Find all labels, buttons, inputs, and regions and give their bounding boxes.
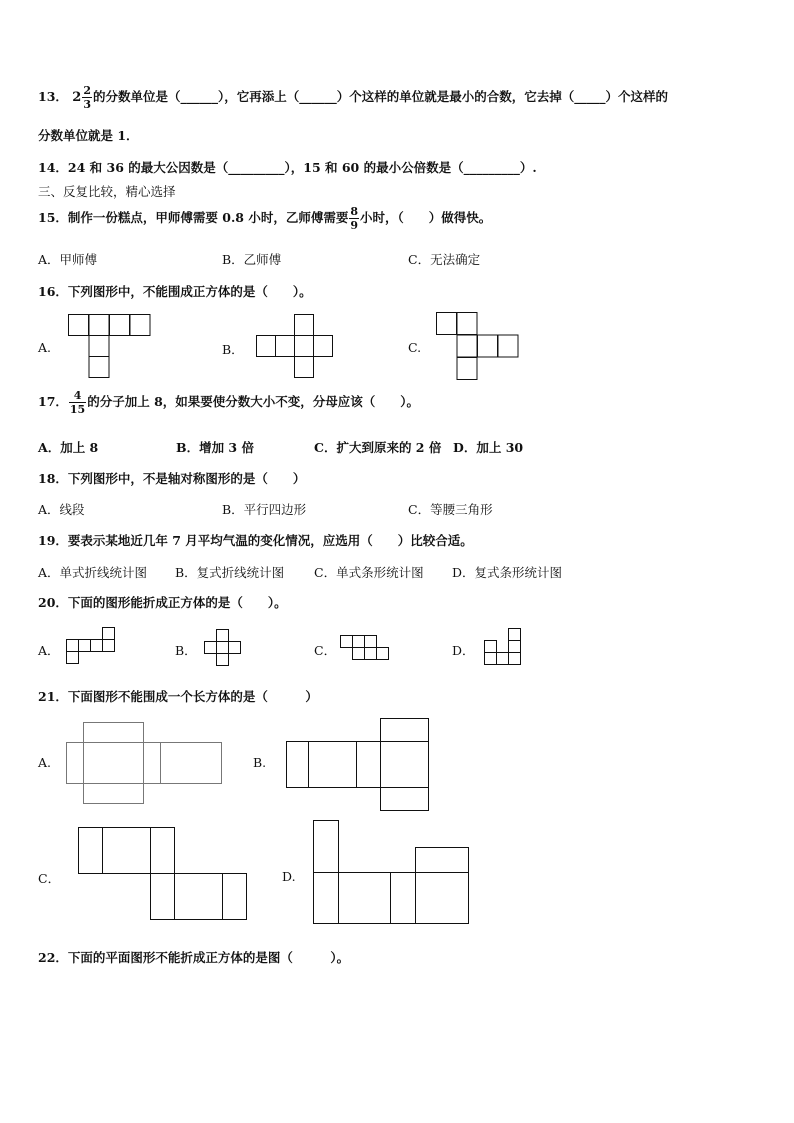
cube-net-20d [484,628,524,668]
answer-blank[interactable]: _________ [228,160,285,175]
question-20: 20．下面的图形能折成正方体的是（ ）。 [38,595,287,610]
question-number: 15． [38,210,68,225]
fraction [349,206,359,231]
fraction-denominator: 3 [83,98,91,111]
option-a-label[interactable]: A． [38,643,60,658]
option-c[interactable]: C．扩大到原来的 2 倍 [314,440,442,455]
cube-net-20b [204,629,244,667]
question-number: 14． [38,160,68,175]
question-17 [38,390,419,415]
question-number: 13． [38,89,68,104]
mixed-number-fraction [82,85,92,110]
question-16: 16．下列图形中，不能围成正方体的是（ ）。 [38,284,312,299]
fraction-denominator: 15 [69,403,86,416]
question-13-line1 [38,85,668,110]
cuboid-net-21c [78,827,252,923]
cuboid-net-21a [66,722,226,806]
question-21: 21．下面图形不能围成一个长方体的是（ ） [38,689,318,704]
section-heading: 三、反复比较，精心选择 [38,184,176,199]
option-a[interactable]: A．加上 8 [38,440,99,455]
question-text: ），15 和 60 的最小公倍数是（ [284,160,464,175]
option-a-label[interactable]: A. [38,755,52,770]
cube-net-20c [340,635,392,661]
question-14 [38,158,537,176]
cube-net-20a [64,627,116,665]
cuboid-net-21d [313,820,473,926]
answer-blank[interactable]: _____ [574,89,606,104]
option-b[interactable]: B．平行四边形 [222,502,307,517]
fraction-denominator: 9 [350,219,359,232]
cube-net-16c [436,312,522,382]
question-text: 小时，（ ）做得快。 [360,210,492,225]
cube-net-16a [68,314,152,380]
option-d[interactable]: D．复式条形统计图 [452,565,563,580]
option-d-label[interactable]: D． [452,643,475,658]
option-b-label[interactable]: B． [175,643,197,658]
option-c[interactable]: C．等腰三角形 [408,502,493,517]
option-b[interactable]: B．增加 3 倍 [176,440,254,455]
option-a[interactable]: A．线段 [38,502,85,517]
question-18: 18．下列图形中，不是轴对称图形的是（ ） [38,471,306,486]
answer-blank[interactable]: ______ [180,89,218,104]
fraction-numerator: 2 [83,84,91,97]
option-c[interactable]: C．单式条形统计图 [314,565,424,580]
question-text: 的分数单位是（ [92,89,181,104]
option-d[interactable]: D．加上 30 [453,440,524,455]
question-text: ）个这样的 [605,89,669,104]
cube-net-16b [256,314,336,380]
option-a-label[interactable]: A. [38,340,52,355]
mixed-number-whole: 2 [72,90,82,105]
question-text: ）个这样的单位就是最小的合数，它去掉（ [336,89,575,104]
option-a[interactable]: A．甲师傅 [38,252,98,267]
option-b[interactable]: B．乙师傅 [222,252,282,267]
fraction-numerator: 4 [69,390,86,403]
option-c-label[interactable]: C. [408,340,422,355]
fraction-numerator: 8 [350,205,359,218]
option-a[interactable]: A．单式折线统计图 [38,565,148,580]
option-c[interactable]: C．无法确定 [408,252,481,267]
option-b[interactable]: B．复式折线统计图 [175,565,285,580]
question-text: 24 和 36 的最大公因数是（ [67,160,229,175]
answer-blank[interactable]: _________ [463,160,520,175]
question-text: ），它再添上（ [217,89,300,104]
answer-blank[interactable]: ______ [299,89,337,104]
question-19: 19．要表示某地近几年 7 月平均气温的变化情况，应选用（ ）比较合适。 [38,533,473,548]
question-text: 制作一份糕点，甲师傅需要 0.8 小时，乙师傅需要 [67,210,349,225]
question-text: 的分子加上 8，如果要使分数大小不变，分母应该（ ）。 [87,394,420,409]
option-c-label[interactable]: C． [38,871,61,886]
option-b-label[interactable]: B． [222,342,244,357]
question-number: 17． [38,394,68,409]
fraction [69,390,86,415]
question-15 [38,206,491,231]
option-d-label[interactable]: D. [282,869,296,884]
option-c-label[interactable]: C． [314,643,337,658]
question-13-line2: 分数单位就是 1． [38,128,139,143]
question-22: 22．下面的平面图形不能折成正方体的是图（ ）。 [38,950,350,965]
cuboid-net-21b [286,718,432,813]
option-b-label[interactable]: B. [253,755,267,770]
question-text: ）. [519,160,537,175]
